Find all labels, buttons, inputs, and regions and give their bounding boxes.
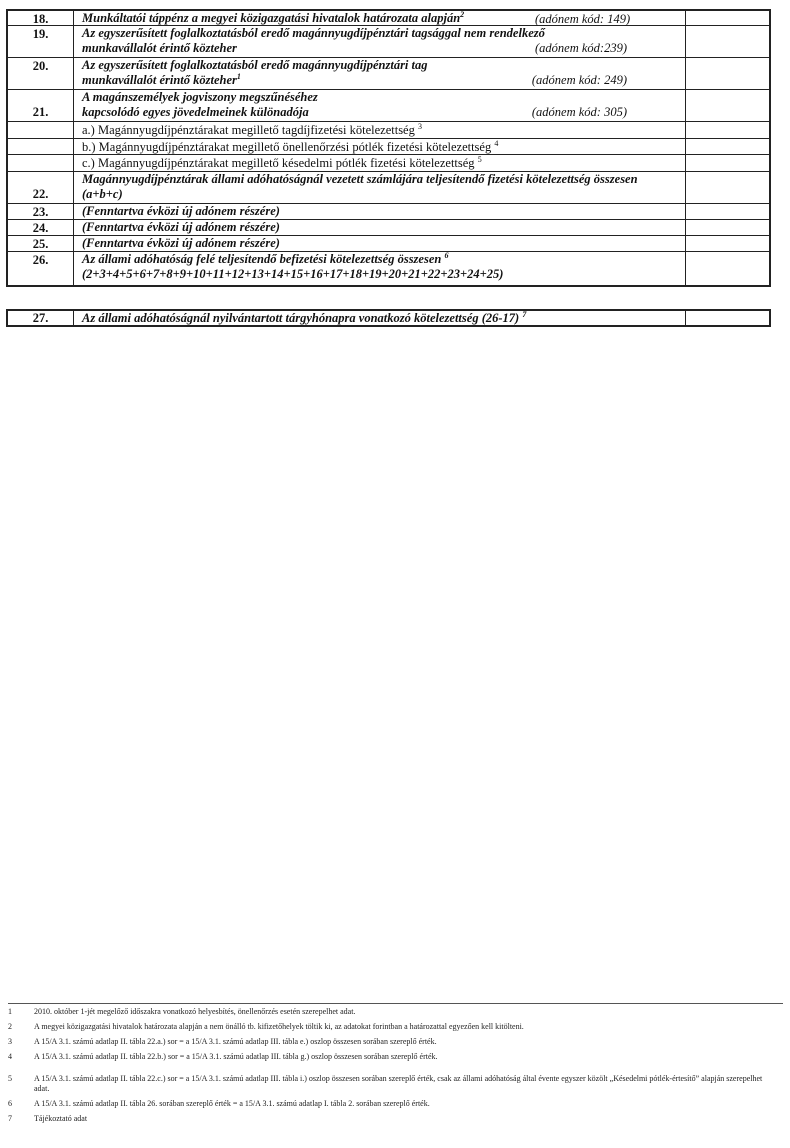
table-row xyxy=(8,122,769,139)
row-number: 22. xyxy=(8,172,74,203)
value-cell[interactable] xyxy=(685,11,769,25)
table-row xyxy=(8,11,769,26)
value-cell[interactable] xyxy=(685,58,769,89)
row-label: A magánszemélyek jogviszony megszűnéséhez kapcsolódó egyes jövedelmeinek különadója (adónem kód: 305) xyxy=(74,90,685,119)
table-row xyxy=(8,172,769,204)
row-label: Az állami adóhatóságnál nyilvántartott tárgyhónapra vonatkozó kötelezettség (26-17) $^7$ xyxy=(82,309,527,325)
value-cell[interactable] xyxy=(685,122,769,138)
row-label: (Fenntartva évközi új adónem részére) xyxy=(82,236,280,250)
row-number: 27. xyxy=(8,311,74,325)
footnotes xyxy=(8,1007,768,1129)
table-row xyxy=(8,311,769,325)
footnote: 2 A megyei közigazgatási hivatalok határozata alapján a nem önálló tb. kifizetőhelyek töltik ki, az adatokat forintban a határozattal egyezően kell kitölteni. xyxy=(8,1022,524,1031)
value-cell[interactable] xyxy=(685,172,769,203)
footnote: 7 Tájékoztató adat xyxy=(8,1114,88,1123)
row-label: Az egyszerűsített foglalkoztatásból eredő magánnyugdíjpénztári tag munkavállalót érintő közteher$^1$ (adónem kód: 249) xyxy=(74,58,685,87)
table-row xyxy=(8,252,769,285)
row-label: b.) Magánnyugdíjpénztárakat megillető önellenőrzési pótlék fizetési kötelezettség $^4$ xyxy=(82,138,499,154)
footnote: 5 A 15/A 3.1. számú adatlap II. tábla 22.c.) sor = a 15/A 3.1. számú adatlap III. tábla i.) oszlop összesen sorában szereplő érték, csak az állami adóhatóság által évente egyszer közölt „Késedelmi pótlék-értesítő” alapján szerepelhet adat. xyxy=(8,1074,763,1093)
row-label: (Fenntartva évközi új adónem részére) xyxy=(82,220,280,234)
table-row xyxy=(8,58,769,90)
row-number: 19. xyxy=(8,26,74,57)
value-cell[interactable] xyxy=(685,204,769,219)
row-number xyxy=(8,155,74,171)
tax-code: (adónem kód: 149) xyxy=(535,12,631,26)
table-row xyxy=(8,236,769,252)
tax-code: (adónem kód: 305) xyxy=(531,104,627,119)
row-number: 25. xyxy=(8,236,74,251)
row-number xyxy=(8,122,74,138)
footnote: 6 A 15/A 3.1. számú adatlap II. tábla 26. sorában szereplő érték = a 15/A 3.1. számú adatlap I. tábla 2. sorában szereplő érték. xyxy=(8,1099,430,1108)
value-cell[interactable] xyxy=(685,311,769,325)
row-label: Magánnyugdíjpénztárak állami adóhatóságnál vezetett számlájára teljesítendő fizetési kötelezettség összesen (a+b+c) xyxy=(82,172,638,201)
row-number: 18. xyxy=(8,11,74,25)
value-cell[interactable] xyxy=(685,220,769,235)
value-cell[interactable] xyxy=(685,252,769,285)
row-label: c.) Magánnyugdíjpénztárakat megillető késedelmi pótlék fizetési kötelezettség $^5$ xyxy=(82,154,482,170)
row-label: Az állami adóhatóság felé teljesítendő befizetési kötelezettség összesen $^6$ (2+3+4+5+6+7+8+9+10+11+12+13+14+15+16+17+18+19+20+21+22+23+24+25) xyxy=(82,250,504,281)
row-label: (Fenntartva évközi új adónem részére) xyxy=(82,204,280,218)
row-number: 20. xyxy=(8,58,74,89)
table-row xyxy=(8,220,769,236)
value-cell[interactable] xyxy=(685,26,769,57)
value-cell[interactable] xyxy=(685,236,769,251)
row-number: 21. xyxy=(8,90,74,121)
row-number xyxy=(8,139,74,154)
row-label: a.) Magánnyugdíjpénztárakat megillető tagdíjfizetési kötelezettség $^3$ xyxy=(82,121,422,137)
row-number: 26. xyxy=(8,252,74,285)
tax-code: (adónem kód: 249) xyxy=(531,72,627,87)
table-row xyxy=(8,139,769,155)
table-row xyxy=(8,204,769,220)
value-cell[interactable] xyxy=(685,90,769,121)
footnote: 1 2010. október 1-jét megelőző időszakra vonatkozó helyesbítés, önellenőrzés esetén szerepelhet adat. xyxy=(8,1007,356,1016)
summary-table xyxy=(6,309,771,327)
row-label: Munkáltatói táppénz a megyei közigazgatási hivatalok határozata alapján$^2$ xyxy=(82,9,465,25)
footnote: 3 A 15/A 3.1. számú adatlap II. tábla 22.a.) sor = a 15/A 3.1. számú adatlap III. tábla e.) oszlop összesen sorában szereplő érték. xyxy=(8,1037,437,1046)
row-number: 24. xyxy=(8,220,74,235)
row-number: 23. xyxy=(8,204,74,219)
footnote-separator xyxy=(8,1003,783,1004)
row-label: Az egyszerűsített foglalkoztatásból eredő magánnyugdíjpénztári tagsággal nem rendelkező munkavállalót érintő közteher (adónem kód:239) xyxy=(74,26,685,55)
value-cell[interactable] xyxy=(685,139,769,154)
tax-code: (adónem kód:239) xyxy=(535,40,627,55)
table-row xyxy=(8,90,769,122)
table-row xyxy=(8,26,769,58)
form-table xyxy=(6,9,771,287)
value-cell[interactable] xyxy=(685,155,769,171)
footnote: 4 A 15/A 3.1. számú adatlap II. tábla 22.b.) sor = a 15/A 3.1. számú adatlap III. tábla g.) oszlop összesen sorában szereplő érték. xyxy=(8,1052,438,1061)
table-row xyxy=(8,155,769,172)
